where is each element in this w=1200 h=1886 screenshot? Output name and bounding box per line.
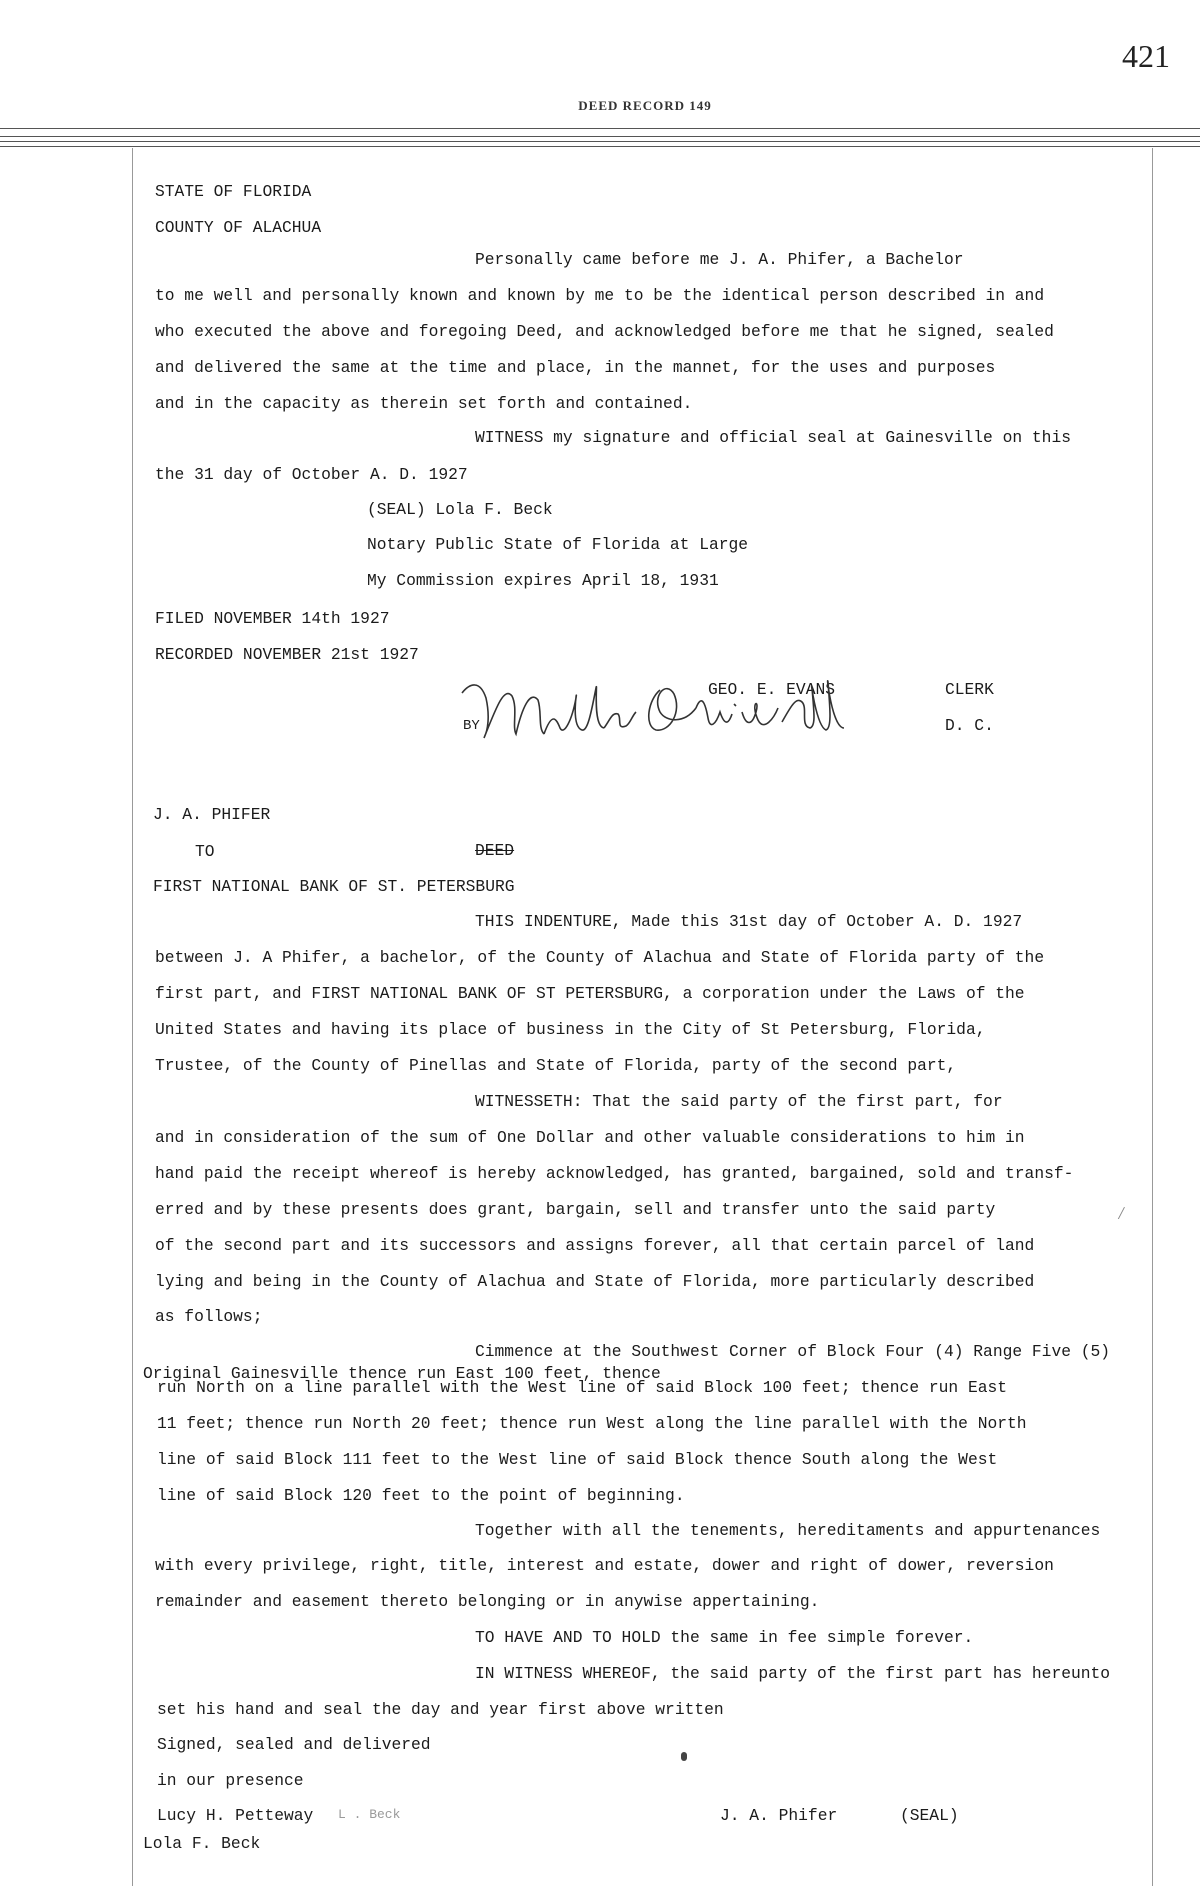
habendum-line: TO HAVE AND TO HOLD the same in fee simple forever. [475,1628,974,1647]
header-rule-1 [0,128,1200,129]
header-rule-3 [0,141,1200,142]
filed-date: FILED NOVEMBER 14th 1927 [155,609,390,628]
notary-commission: My Commission expires April 18, 1931 [367,571,719,590]
description-inserted-line: Original Gainesville thence run East 100 feet, thence [143,1364,661,1383]
together-line: Together with all the tenements, hereditaments and appurtenances [475,1521,1101,1540]
grantor-signature: J. A. Phifer [720,1806,838,1825]
left-margin-line [132,148,133,1886]
description-line: line of said Block 111 feet to the West line of said Block thence South along the West [157,1450,998,1469]
header-rule-2 [0,136,1200,137]
notary-seal: (SEAL) Lola F. Beck [367,500,553,519]
page-number: 421 [1122,38,1170,74]
deed-grantee: FIRST NATIONAL BANK OF ST. PETERSBURG [153,877,515,896]
description-line: run North on a line parallel with the West line of said Block 100 feet; thence run East [157,1378,1008,1397]
notary-title: Notary Public State of Florida at Large [367,535,749,554]
description-first-line: Cimmence at the Southwest Corner of Block Four (4) Range Five (5) [475,1342,1111,1361]
ack-line: and delivered the same at the time and place, in the mannet, for the uses and purposes [155,358,996,377]
ink-dot [681,1752,687,1761]
clerk-title: CLERK [945,680,994,699]
record-header: DEED RECORD 149 [578,98,712,113]
clerk-name: GEO. E. EVANS [708,680,836,699]
description-line: 11 feet; thence run North 20 feet; thence run West along the line parallel with the North [157,1414,1027,1433]
deed-body-line: THIS INDENTURE, Made this 31st day of October A. D. 1927 [475,912,1023,931]
ack-line: the 31 day of October A. D. 1927 [155,465,468,484]
description-line: line of said Block 120 feet to the point of beginning. [157,1486,685,1505]
ack-line: WITNESS my signature and official seal at Gainesville on this [475,428,1071,447]
ack-line: who executed the above and foregoing Deed, and acknowledged before me that he signed, sealed [155,322,1054,341]
deed-body-line: hand paid the receipt whereof is hereby acknowledged, has granted, bargained, sold and transf- [155,1164,1074,1183]
margin-pen-mark-icon: ∕ [1116,1205,1127,1225]
deed-body-line: United States and having its place of business in the City of St Petersburg, Florida, [155,1020,986,1039]
deed-body-line: between J. A Phifer, a bachelor, of the County of Alachua and State of Florida party of the [155,948,1045,967]
right-margin-line [1152,148,1153,1886]
witness-whereof-line: IN WITNESS WHEREOF, the said party of the first part has hereunto [475,1664,1111,1683]
presence-line: in our presence [157,1771,304,1790]
deed-body-line: as follows; [155,1307,263,1326]
deed-body-line: and in consideration of the sum of One Dollar and other valuable considerations to him in [155,1128,1025,1147]
ack-line: to me well and personally known and known by me to be the identical person described in and [155,286,1045,305]
together-line: remainder and easement thereto belonging or in anywise appertaining. [155,1592,820,1611]
grantor-seal: (SEAL) [900,1806,959,1825]
witness-2: Lola F. Beck [143,1834,261,1853]
county-line: COUNTY OF ALACHUA [155,218,322,237]
deed-body-line: Trustee, of the County of Pinellas and State of Florida, party of the second part, [155,1056,957,1075]
deed-grantor: J. A. PHIFER [153,805,271,824]
header-rule-4 [0,146,1200,147]
deputy-title: D. C. [945,716,994,735]
deed-body-line: WITNESSETH: That the said party of the first part, for [475,1092,1003,1111]
deed-body-line: of the second part and its successors and assigns forever, all that certain parcel of land [155,1236,1035,1255]
signed-sealed-line: Signed, sealed and delivered [157,1735,431,1754]
state-line: STATE OF FLORIDA [155,182,312,201]
recorded-date: RECORDED NOVEMBER 21st 1927 [155,645,419,664]
deed-body-line: erred and by these presents does grant, bargain, sell and transfer unto the said party [155,1200,996,1219]
deed-body-line: first part, and FIRST NATIONAL BANK OF ST PETERSBURG, a corporation under the Laws of the [155,984,1025,1003]
witness-1-faint: L . Beck [338,1807,401,1822]
deed-to: TO [195,842,215,861]
ack-line: Personally came before me J. A. Phifer, a Bachelor [475,250,964,269]
deed-type: DEED [475,841,515,860]
deputy-clerk-signature [460,668,870,758]
together-line: with every privilege, right, title, interest and estate, dower and right of dower, reversion [155,1556,1054,1575]
ack-line: and in the capacity as therein set forth and contained. [155,394,693,413]
by-label: BY [463,718,480,734]
deed-body-line: lying and being in the County of Alachua and State of Florida, more particularly described [155,1272,1035,1291]
witness-1: Lucy H. Petteway [157,1806,314,1825]
witness-whereof-line: set his hand and seal the day and year first above written [157,1700,724,1719]
